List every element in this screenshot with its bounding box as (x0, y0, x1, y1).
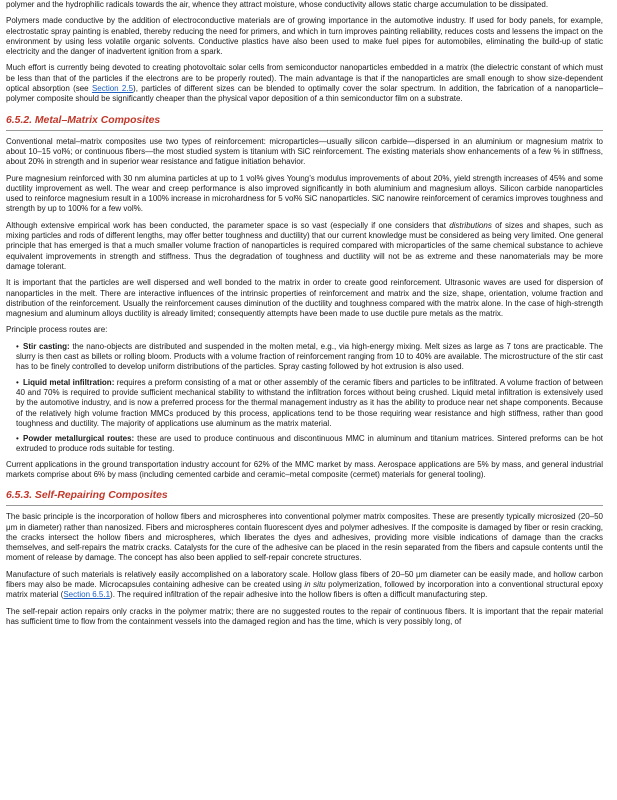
process-routes-list (6, 342, 603, 455)
paragraph-routes-intro: Principle process routes are: (6, 325, 108, 335)
paragraph-self-repair-manufacture: Manufacture of such materials is relatively easily accomplished on a laboratory scale. Hollow glass fibers of 20–50 μm diameter can be easily made, and hollow carbon fibers may also be made. Microcapsules containing adhesive can be created using in situ polymerization, followed by incorporation into a conventional structural epoxy matrix material (Section 6.5.1). The required infiltration of the repair adhesive into the hollow fibers is often a difficult manufacturing step. (6, 569, 603, 600)
paragraph-mmc-magnesium: Pure magnesium reinforced with 30 nm alumina particles at up to 1 vol% gives Young’s modulus improvements of about 20%, yield strength increases of 45% and some ductility improvement as well. The wear and creep performance is also improved significantly in both aluminium and magnesium alloys. Silicon carbide nanoparticles used to reinforce magnesium result in a 100% increase in microhardness for 5 vol% SiC nanoparticles. SiC nanowire reinforcement of ceramics improves toughness and strength by up to 100% for a few vol%. (6, 173, 603, 214)
bullet-icon: • (16, 341, 19, 351)
section-heading-metal-matrix (6, 114, 603, 131)
paragraph-mmc-intro: Conventional metal–matrix composites use two types of reinforcement: microparticles—usually silicon carbide—dispersed in an aluminium or magnesium matrix to about 10–15 vol%; or continuous fibers—the most studied system is titanium with SiC reinforcement. The existing materials show enhancements of a few % in stiffness, about 20% in strength and in superior wear resistance and fatigue initiation behavior. (6, 136, 603, 167)
paragraph-self-repair-action: The self-repair action repairs only cracks in the polymer matrix; there are no suggested routes to the repair of continuous fibers. It is important that the repair material has sufficient time to flow from the containment vessels into the damaged region and has the time, which is very possibly long, of (6, 606, 603, 626)
section-heading-self-repairing (6, 489, 603, 506)
bullet-icon: • (16, 434, 19, 444)
list-item: • Powder metallurgical routes: these are used to produce continuous and discontinuous MMC in aluminum and titanium matrices. Sintered preforms can be hot extruded to produce rods suitable for testing. (16, 434, 603, 454)
bullet-icon: • (16, 377, 19, 387)
paragraph-self-repair-principle: The basic principle is the incorporation of hollow fibers and microspheres into conventional polymer matrix composites. These are presently typically microsized (20–50 μm in diameter) rather than nanosized. Fibers and microspheres contain fluorescent dyes and polymer adhesives. If the composite is damaged by fiber or resin cracking, the cracks intersect the hollow fibers and microspheres, which liberates the dyes and adhesives, providing more visible indications of damage than the cracks themselves, and self-repairs the matrix cracks. Catalysts for the cure of the adhesive can be placed in the resin separated from the fibers and capsule contents until the moment of release by damage. The concept has also been applied to self-repair concrete structures. (6, 512, 603, 563)
paragraph-photovoltaic: Much effort is currently being devoted to creating photovoltaic solar cells from semiconductor nanoparticles embedded in a matrix (the dielectric constant of which must be less than that of the particles if the electrons are to be properly routed). The main advantage is that if the nanoparticles are small enough to show size-dependent optical absorption (see Section 2.5), particles of different sizes can be blended to optimally cover the solar spectrum. In addition, the fabrication of a nanoparticle–polymer composite should be significantly cheaper than the physical vapor deposition of a thin semiconductor film on a substrate. (6, 63, 604, 104)
paragraph-mmc-applications: Current applications in the ground transportation industry account for 62% of the MMC market by mass. Aerospace applications are 5% by mass, and general industrial markets comprise about 6% by mass (including cemented carbide and ceramic–metal composite (cermet) materials for general tooling). (6, 459, 603, 479)
section-title: 6.5.3. Self-Repairing Composites (6, 490, 168, 502)
list-item: • Liquid metal infiltration: requires a preform consisting of a mat or other assembly of the ceramic fibers and particles to be infiltrated. A volume fraction of between 40 and 70% is required to provide sufficient mechanical stability to withstand the infiltration forces without being crushed. Liquid metal infiltration is extensively used by the automotive industry, and is now a preferred process for the thermal management industry as it has the ability to produce near net shape components. Because of the relatively high volume fraction MMCs produced by this process, applications tend to be those requiring wear resistance and high stiffness, rather than good toughness and ductility. The majority of applications use aluminum as the matrix material. (16, 377, 604, 428)
section-6-5-1-link[interactable]: Section 6.5.1 (63, 590, 111, 600)
list-item: • Stir casting: the nano-objects are distributed and suspended in the molten metal, e.g., via high-energy mixing. Melt sizes as large as 7 tons are practicable. The slurry is then cast as billets or rolling bloom. Products with a volume fraction of reinforcement ranging from 10 to 40% are available. The microstructure of the stir cast has to be finely controlled to develop uniform distributions of the particles. Spray casting followed by hot extrusion is also used. (16, 341, 604, 372)
paragraph-continued: polymer and the hydrophilic radicals towards the air, whence they attract moisture, whose conductivity allows static charge accumulation to be dissipated. (6, 0, 549, 9)
paragraph-mmc-empirical: Although extensive empirical work has been conducted, the parameter space is so vast (especially if one considers that distributions of sizes and shapes, such as mixing particles and rods of different lengths, may offer better toughness and ductility) that our current knowledge must be considered as being very limited. One general principle that has emerged is that a much smaller volume fraction of nanoparticles is required compared with microparticles of the same chemical substance to achieve equivalent improvements in strength and stiffness. Thus the degradation of toughness and ductility will not be as extreme and these nanomaterials may be more damage tolerant. (6, 220, 603, 271)
section-title: 6.5.2. Metal–Matrix Composites (6, 114, 161, 126)
section-2-5-link[interactable]: Section 2.5 (91, 84, 134, 94)
paragraph-mmc-dispersion: It is important that the particles are well dispersed and well bonded to the matrix in order to create good reinforcement. Ultrasonic waves are used for dispersion of nanoparticles in the melt. There are interactive influences of the intrinsic properties of reinforcement and matrix and the size, shape, orientation, volume fraction and distribution of the reinforcement. Usually the reinforcement causes diminution of the ductility and toughness compared with the matrix alone. In the case of high-strength magnesium and aluminum alloys ductility is already limited; consequently attempts have been made to use ductile pure metals as the matrix. (6, 278, 603, 319)
paragraph-conductive-polymers: Polymers made conductive by the addition of electroconductive materials are of growing importance in the automotive industry. If used for body panels, for example, electrostatic spray painting is enabled, thereby reducing the need for primers, and which in turn improves painting reliability, reduces costs and lessens the impact on the environment by using less volatile organic solvents. Conductive plastics have also been used to make fuel pipes for automobiles, eliminating the build-up of static electricity and the danger of inadvertent ignition from a spark. (6, 16, 603, 57)
